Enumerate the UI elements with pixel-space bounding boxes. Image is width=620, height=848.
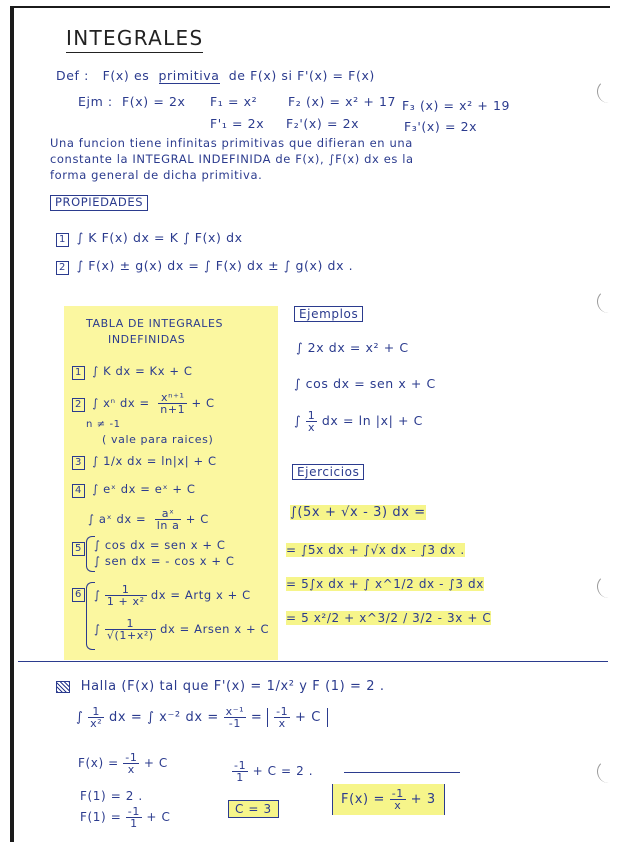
halla-integral-result-box — [267, 705, 328, 730]
halla-final-denominator: x — [394, 799, 402, 812]
tabla-row-6b-denominator: √(1+x²) — [106, 629, 154, 642]
halla-text: Halla (F(x) tal que F'(x) = 1/x² y F (1) = 2 . — [80, 679, 385, 694]
tabla-row-6-number: 6 — [72, 588, 85, 602]
tabla-row-2-number: 2 — [72, 398, 85, 412]
tabla-row-6a-fraction — [105, 584, 147, 607]
page-top-edge — [10, 6, 610, 8]
tabla-row-6a-numerator: 1 — [105, 584, 147, 596]
tabla-row-1-formula: ∫ K dx = Kx + C — [92, 364, 193, 378]
ejercicio-line-1 — [290, 506, 426, 519]
tabla-row-5-number: 5 — [72, 542, 85, 556]
tabla-row-2-fraction — [158, 392, 187, 415]
halla-F-line-1-fraction — [123, 752, 139, 775]
tabla-row-4b-lhs: ∫ aˣ dx = — [88, 512, 147, 526]
paragraph-line-3: forma general de dicha primitiva. — [50, 168, 263, 182]
definition-text: F(x) es — [102, 68, 150, 83]
example-F2: F₂ (x) = x² + 17 — [288, 94, 397, 109]
example-F1: F₁ = x² — [210, 94, 258, 109]
propiedad-1-number: 1 — [56, 233, 69, 247]
tabla-row-6b-numerator: 1 — [105, 618, 156, 630]
definition-rest: de F(x) si F'(x) = F(x) — [228, 68, 375, 83]
halla-F-line-3-denominator: 1 — [130, 817, 138, 830]
halla-integral-denominator-1: x² — [90, 717, 103, 730]
tabla-row-2 — [72, 392, 215, 415]
halla-underline — [344, 772, 460, 773]
halla-F-line-1-lhs: F(x) = — [78, 756, 119, 770]
halla-c-box: C = 3 — [228, 800, 279, 818]
definition-line — [56, 70, 375, 83]
halla-final-lhs: F(x) = — [341, 792, 385, 807]
tabla-row-6b-fraction — [105, 618, 156, 641]
propiedad-2-number: 2 — [56, 261, 69, 275]
ejercicio-line-3 — [286, 578, 484, 590]
halla-F-line-2: F(1) = 2 . — [80, 789, 143, 803]
halla-integral-fraction-3 — [274, 706, 290, 729]
halla-final-numerator: -1 — [391, 787, 404, 800]
tabla-row-2-constant: + C — [191, 396, 215, 410]
halla-integral-line — [76, 706, 328, 729]
halla-integral-denominator-3: x — [278, 717, 286, 730]
tabla-row-3 — [72, 456, 217, 470]
tabla-row-2-numerator: xⁿ⁺¹ — [158, 392, 187, 404]
halla-F-line-1-constant: + C — [143, 756, 168, 770]
ejemplo-3-lhs: ∫ — [294, 413, 302, 428]
tabla-row-6a-lhs: ∫ — [94, 588, 101, 602]
halla-mid-line — [232, 760, 313, 783]
halla-F-line-1-denominator: x — [127, 763, 135, 776]
halla-F-line-3-lhs: F(1) = — [80, 810, 122, 824]
halla-F-line-3-constant: + C — [146, 810, 171, 824]
tabla-row-6b — [94, 618, 269, 641]
tabla-row-5a: ∫ cos dx = sen x + C — [94, 538, 226, 552]
halla-integral-equals: = — [250, 710, 263, 725]
halla-integral-fraction-1 — [88, 706, 104, 729]
definition-label: Def : — [56, 68, 89, 83]
tabla-row-2-condition: n ≠ -1 — [86, 419, 121, 430]
halla-F-line-3 — [80, 806, 170, 829]
ejemplo-3-numerator: 1 — [307, 409, 316, 422]
tabla-row-6a — [94, 584, 251, 607]
ejercicios-heading: Ejercicios — [292, 464, 364, 480]
halla-F-line-1-numerator: -1 — [125, 751, 138, 764]
tabla-row-1-number: 1 — [72, 366, 85, 380]
halla-final-answer — [332, 784, 445, 815]
example-label: Ejm : — [78, 94, 113, 109]
example-F2-prime: F₂'(x) = 2x — [286, 116, 360, 131]
halla-integral-denominator-2: -1 — [228, 717, 241, 730]
halla-final-constant: + 3 — [410, 792, 436, 807]
tabla-row-4-formula: ∫ eˣ dx = eˣ + C — [92, 482, 196, 496]
propiedades-heading: PROPIEDADES — [50, 195, 148, 211]
ejercicio-line-2-text: = ∫5x dx + ∫√x dx - ∫3 dx . — [286, 543, 465, 557]
tabla-row-4b-denominator: ln a — [156, 519, 180, 532]
section-divider — [18, 661, 608, 662]
halla-F-line-3-numerator: -1 — [127, 805, 140, 818]
example-F1-prime: F'₁ = 2x — [210, 116, 265, 131]
tabla-row-2-note: ( vale para raices) — [102, 433, 214, 446]
propiedad-2 — [56, 260, 353, 275]
definition-primitiva: primitiva — [158, 68, 220, 83]
ejemplo-3-denominator: x — [307, 421, 316, 434]
tabla-row-4b-numerator: aˣ — [155, 508, 182, 520]
ejemplo-1: ∫ 2x dx = x² + C — [296, 340, 409, 355]
tabla-row-1 — [72, 366, 193, 380]
tabla-row-2-lhs: ∫ xⁿ dx = — [92, 396, 150, 410]
ejemplo-2: ∫ cos dx = sen x + C — [294, 376, 436, 391]
ejercicio-line-2 — [286, 544, 465, 556]
tabla-row-4 — [72, 484, 196, 498]
tabla-row-6b-rhs: dx = Arsen x + C — [160, 622, 270, 636]
tabla-row-4-number: 4 — [72, 484, 85, 498]
example-fx: F(x) = 2x — [122, 94, 186, 109]
halla-integral-numerator-3: -1 — [276, 705, 289, 718]
halla-integral-numerator-2: x⁻¹ — [225, 705, 245, 718]
ejercicio-line-4-text: = 5 x²/2 + x^3/2 / 3/2 - 3x + C — [286, 611, 492, 625]
ejemplo-3-rhs: dx = ln |x| + C — [321, 413, 423, 428]
tabla-row-4b — [88, 508, 209, 531]
tabla-row-2-denominator: n+1 — [160, 403, 186, 416]
halla-integral-symbol: ∫ — [76, 710, 84, 725]
propiedad-1-formula: ∫ K F(x) dx = K ∫ F(x) dx — [76, 230, 243, 245]
tabla-row-3-number: 3 — [72, 456, 85, 470]
ejercicio-line-1-text: ∫(5x + √x - 3) dx = — [290, 505, 426, 520]
paragraph-line-2: constante la INTEGRAL INDEFINIDA de F(x), ∫F(x) dx es la — [50, 152, 414, 166]
halla-F-line-1 — [78, 752, 168, 775]
tabla-row-4b-constant: + C — [185, 512, 209, 526]
tabla-row-6a-denominator: 1 + x² — [106, 595, 145, 608]
ejemplo-3 — [294, 410, 423, 433]
tabla-row-5b: ∫ sen dx = - cos x + C — [94, 554, 235, 568]
ejercicio-line-3-text: = 5∫x dx + ∫ x^1/2 dx - ∫3 dx — [286, 577, 484, 591]
propiedad-2-formula: ∫ F(x) ± g(x) dx = ∫ F(x) dx ± ∫ g(x) dx . — [76, 258, 354, 273]
halla-integral-numerator-1: 1 — [88, 706, 104, 718]
halla-F-line-3-fraction — [126, 806, 142, 829]
hatched-box-icon — [56, 681, 70, 693]
tabla-row-4b-fraction — [155, 508, 182, 531]
halla-mid-rhs: + C = 2 . — [252, 764, 314, 778]
tabla-row-3-formula: ∫ 1/x dx = ln|x| + C — [92, 454, 217, 468]
ejemplo-3-fraction — [306, 410, 318, 433]
halla-final-fraction — [390, 788, 406, 811]
page-title: INTEGRALES — [66, 26, 203, 53]
example-F3: F₃ (x) = x² + 19 — [402, 98, 511, 113]
tabla-row-6b-lhs: ∫ — [94, 622, 101, 636]
page-left-edge — [10, 6, 14, 842]
ejemplos-heading: Ejemplos — [294, 306, 363, 322]
tabla-row-6a-rhs: dx = Artg x + C — [150, 588, 251, 602]
halla-mid-denominator: 1 — [236, 771, 244, 784]
tabla-title-2: INDEFINIDAS — [108, 333, 186, 346]
tabla-title-1: TABLA DE INTEGRALES — [86, 317, 224, 330]
halla-integral-constant: + C — [295, 710, 321, 725]
paragraph-line-1: Una funcion tiene infinitas primitivas que difieran en una — [50, 136, 413, 150]
propiedad-1 — [56, 232, 243, 247]
halla-mid-fraction — [232, 760, 248, 783]
example-F3-prime: F₃'(x) = 2x — [404, 119, 478, 134]
halla-line — [56, 680, 385, 693]
halla-integral-middle: dx = ∫ x⁻² dx = — [108, 710, 219, 725]
ejercicio-line-4 — [286, 612, 491, 624]
halla-integral-fraction-2 — [224, 706, 247, 729]
halla-mid-numerator: -1 — [234, 759, 247, 772]
